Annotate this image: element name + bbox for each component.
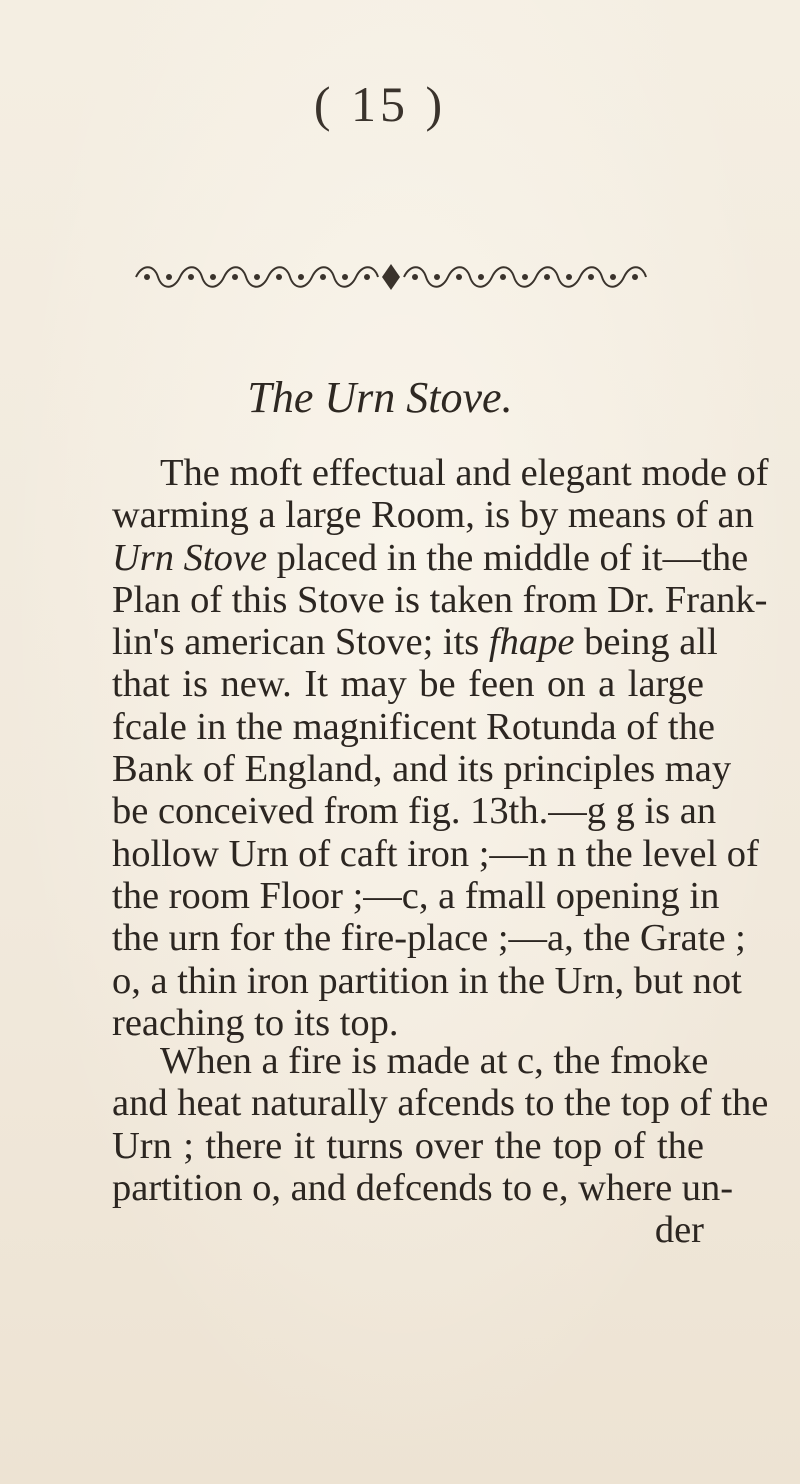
text-line: the urn for the fire-place ;—a, the Grate ; <box>112 917 746 960</box>
text-line: The moft effectual and elegant mode of <box>160 452 769 494</box>
text-line: partition o, and defcends to e, where un- <box>112 1166 734 1209</box>
text-line: warming a large Room, is by means of an <box>112 494 754 537</box>
italic-term: fhape <box>488 621 575 664</box>
text-line: Plan of this Stove is taken from Dr. Frank- <box>112 578 768 621</box>
text-line: be conceived from fig. 13th.—g g is an <box>112 790 717 833</box>
text-run: lin's american Stove; its <box>112 621 489 664</box>
text-line: and heat naturally afcends to the top of the <box>112 1082 769 1125</box>
paragraph-2 <box>112 1040 769 1252</box>
catchword: der <box>654 1209 704 1252</box>
text-line: the room Floor ;—c, a fmall opening in <box>112 874 720 917</box>
text-line: Bank of England, and its principles may <box>112 748 732 791</box>
text-line: Urn ; there it turns over the top of the <box>112 1124 704 1167</box>
text-line: hollow Urn of caft iron ;—n n the level of <box>112 832 759 875</box>
text-line: o, a thin iron partition in the Urn, but not <box>112 959 742 1002</box>
text-line <box>112 536 749 579</box>
text-line: reaching to its top. <box>112 1001 399 1044</box>
italic-term: Urn Stove <box>112 536 268 579</box>
text-line: that is new. It may be feen on a large <box>112 663 704 706</box>
text-run: placed in the middle of it—the <box>267 536 749 579</box>
text-run: being all <box>574 621 718 664</box>
page-number: ( 15 ) <box>313 76 447 132</box>
text-line <box>112 621 718 664</box>
ornamental-rule-icon <box>132 258 650 296</box>
section-title: The Urn Stove. <box>247 373 513 422</box>
text-line: fcale in the magnificent Rotunda of the <box>112 705 715 748</box>
paragraph-1 <box>112 452 769 1044</box>
text-line: When a fire is made at c, the fmoke <box>160 1040 709 1082</box>
